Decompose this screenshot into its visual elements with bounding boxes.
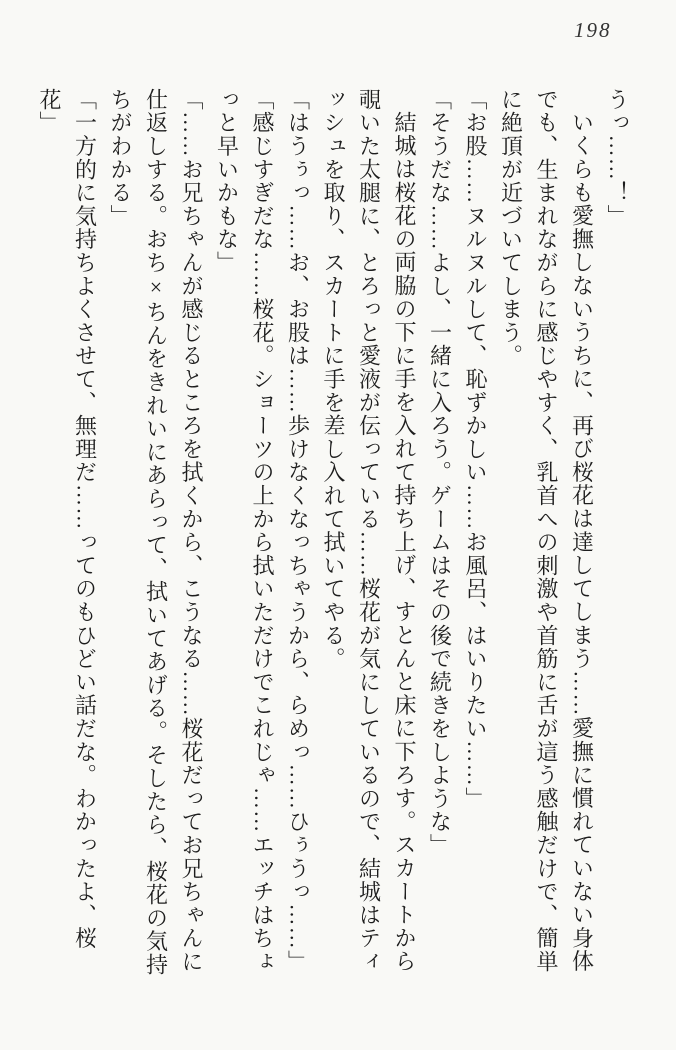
text-column: 「感じすぎだな……桜花。ショーツの上から拭いただけでこれじゃ……エッチはちょ	[250, 88, 275, 974]
text-column: 仕返しする。おち×ちんをきれいにあらって、拭いてあげる。そしたら、桜花の気持	[143, 88, 169, 977]
page-number: 198	[574, 18, 612, 42]
text-column: 「……お兄ちゃんが感じるところを拭くから、こうなる……桜花だってお兄ちゃんに	[179, 88, 204, 974]
text-column: いくらも愛撫しないうちに、再び桜花は達してしまう……愛撫に慣れていない身体	[569, 111, 595, 974]
text-column: ッシュを取り、スカートに手を差し入れて拭いてやる。	[321, 88, 346, 671]
text-column: 覗いた太腿に、とろっと愛液が伝っている……桜花が気にしているので、結城はティ	[356, 88, 382, 974]
text-area	[32, 88, 636, 988]
text-column: でも、生まれながらに感じやすく、乳首への刺激や首筋に舌が這う感触だけで、簡単	[534, 88, 559, 974]
text-column: に絶頂が近づいてしまう。	[498, 88, 524, 368]
text-column: っと早いかもな」	[214, 88, 240, 275]
text-column: 「お股……ヌルヌルして、恥ずかしい……お風呂、はいりたい……」	[463, 88, 488, 811]
text-column: 「はうぅっ……お、お股は……歩けなくなっちゃうから、らめっ……ひぅうっ……」	[285, 88, 311, 974]
text-column: 「そうだな……よし、一緒に入ろう。ゲームはその後で続きをしような」	[427, 88, 453, 857]
text-column: 結城は桜花の両脇の下に手を入れて持ち上げ、すとんと床に下ろす。スカートから	[392, 111, 417, 974]
text-column: うっ……！」	[605, 88, 630, 228]
text-column: 「一方的に気持ちよくさせて、無理だ……ってのもひどい話だな。わかったよ、桜	[72, 88, 98, 951]
text-column: ちがわかる」	[108, 88, 133, 228]
text-column: 花」	[37, 88, 62, 135]
